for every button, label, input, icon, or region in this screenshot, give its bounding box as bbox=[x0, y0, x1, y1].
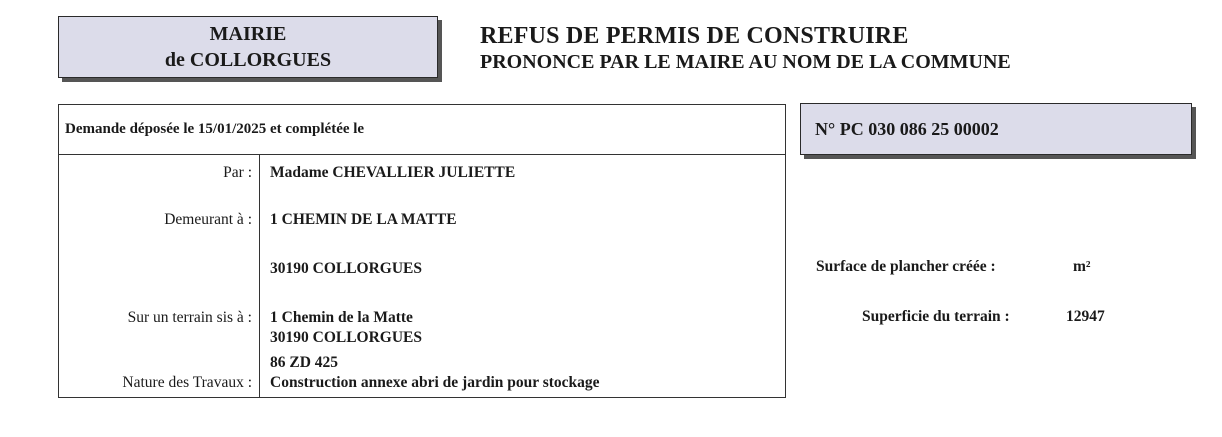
land-area-value: 12947 bbox=[1066, 308, 1105, 325]
address-line1: 1 CHEMIN DE LA MATTE bbox=[270, 211, 457, 228]
permit-number: N° PC 030 086 25 00002 bbox=[815, 119, 999, 139]
mairie-box bbox=[58, 16, 438, 78]
document-title: REFUS DE PERMIS DE CONSTRUIRE bbox=[480, 23, 909, 49]
terrain-address-line1: 1 Chemin de la Matte bbox=[270, 309, 413, 326]
applicant-value: Madame CHEVALLIER JULIETTE bbox=[270, 164, 516, 181]
cadastral-reference: 86 ZD 425 bbox=[270, 354, 339, 371]
terrain-location-label: Sur un terrain sis à : bbox=[127, 309, 252, 326]
land-area-label: Superficie du terrain : bbox=[862, 308, 1010, 325]
document-title-block bbox=[480, 22, 1011, 74]
document-subtitle: PRONONCE PAR LE MAIRE AU NOM DE LA COMMUNE bbox=[480, 51, 1011, 73]
address-label: Demeurant à : bbox=[164, 211, 252, 228]
commune-name: de COLLORGUES bbox=[164, 49, 332, 71]
works-nature-label: Nature des Travaux : bbox=[122, 374, 252, 391]
floor-area-unit: m² bbox=[1073, 258, 1091, 275]
column-divider bbox=[259, 155, 260, 398]
mairie-label: MAIRIE bbox=[209, 23, 287, 45]
terrain-address-line2: 30190 COLLORGUES bbox=[270, 329, 423, 346]
works-nature-value: Construction annexe abri de jardin pour stockage bbox=[270, 374, 600, 391]
address-line2: 30190 COLLORGUES bbox=[270, 260, 423, 277]
floor-area-label: Surface de plancher créée : bbox=[816, 258, 996, 275]
applicant-label: Par : bbox=[223, 164, 252, 181]
permit-number-box bbox=[800, 103, 1192, 155]
request-date-header: Demande déposée le 15/01/2025 et complétée le bbox=[59, 105, 785, 155]
request-details-table bbox=[58, 104, 786, 398]
